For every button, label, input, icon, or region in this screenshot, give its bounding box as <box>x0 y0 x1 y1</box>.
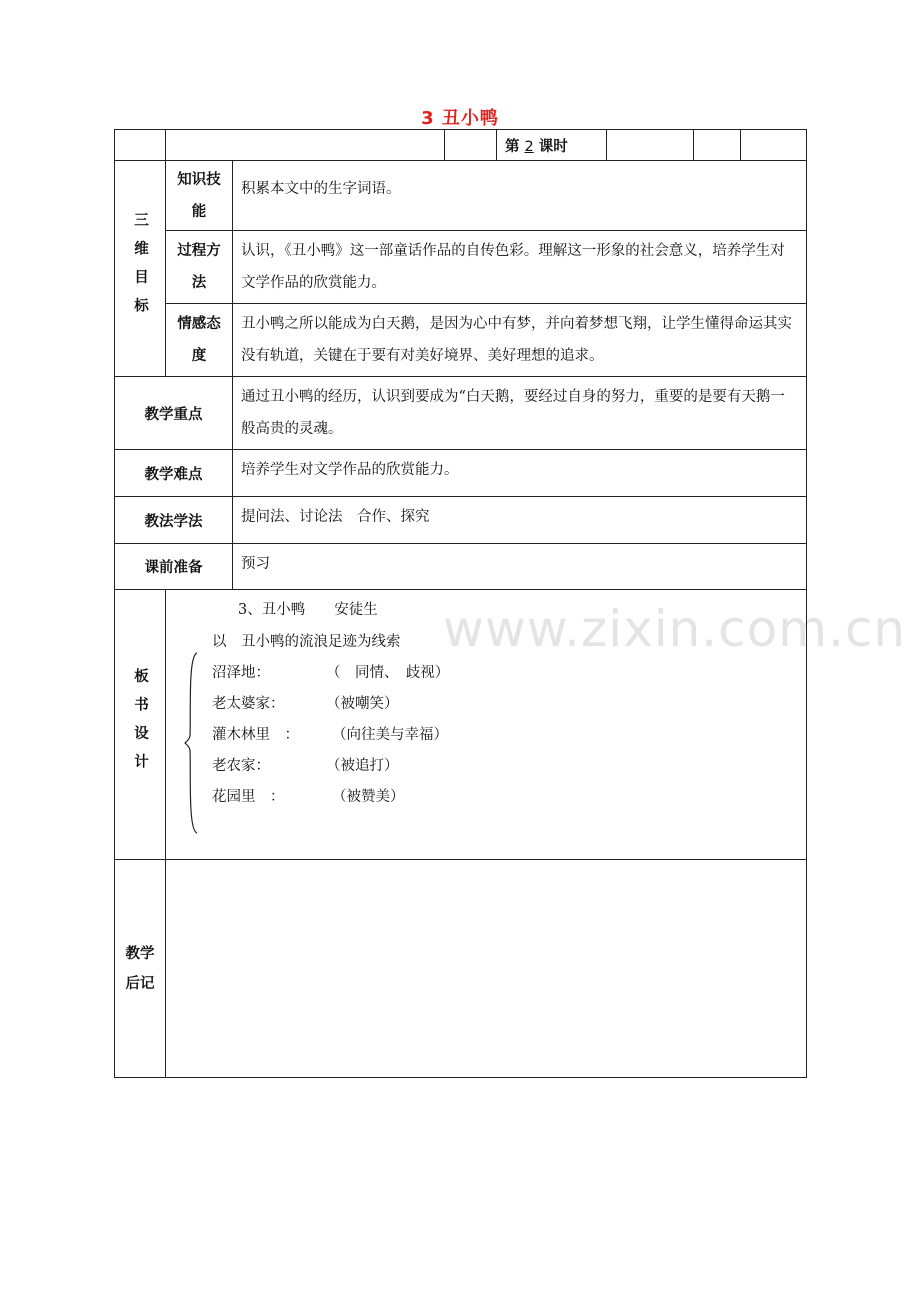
key-points-row <box>115 377 807 450</box>
board-stop-4-place: 老农家： <box>212 758 270 774</box>
objective-row-knowledge <box>115 161 807 231</box>
header-blank-5 <box>694 130 741 161</box>
objectives-label-cell <box>115 161 166 377</box>
postscript-label-cell <box>115 860 166 1078</box>
lesson-number: 2 <box>524 138 534 155</box>
board-stop-3-note: （向往美与幸福） <box>332 727 448 743</box>
preparation-label: 课前准备 <box>115 544 233 590</box>
postscript-text <box>166 965 806 973</box>
preparation-cell <box>233 544 807 590</box>
methods-cell <box>233 497 807 544</box>
board-cell <box>166 590 807 860</box>
header-blank-3 <box>445 130 497 161</box>
header-blank-1 <box>115 130 166 161</box>
lesson-plan-table <box>114 129 807 1078</box>
lesson-suffix: 课时 <box>538 138 568 155</box>
board-stop-1-note: （ 同情、 歧视） <box>326 665 450 681</box>
board-stop-5-note: （被赞美） <box>332 789 405 805</box>
board-row <box>115 590 807 860</box>
methods-row <box>115 497 807 544</box>
board-content <box>166 590 806 858</box>
preparation-row <box>115 544 807 590</box>
watermark: www.zixin.com.cn <box>443 600 907 658</box>
preparation-text: 预习 <box>241 556 270 572</box>
objective-attitude-text: 丑小鸭之所以能成为白天鹅，是因为心中有梦，并向着梦想飞翔，让学生懂得命运其实没有轨道，关键在于要有对美好境界、美好理想的追求。 <box>241 316 792 364</box>
difficulties-text: 培养学生对文学作品的欣赏能力。 <box>241 462 459 478</box>
key-points-label: 教学重点 <box>115 377 233 450</box>
objective-attitude-cell <box>233 304 807 377</box>
objective-process-cell <box>233 231 807 304</box>
methods-text: 提问法、讨论法 合作、探究 <box>241 509 430 525</box>
board-stop-2-note: （被嘲笑） <box>326 696 399 712</box>
difficulties-label: 教学难点 <box>115 450 233 497</box>
board-stop-1-place: 沼泽地： <box>212 665 270 681</box>
objective-row-attitude <box>115 304 807 377</box>
methods-label: 教法学法 <box>115 497 233 544</box>
board-stop-5-place: 花园里 ： <box>212 789 285 805</box>
postscript-label: 教学后记 <box>125 945 155 992</box>
difficulties-cell <box>233 450 807 497</box>
board-stop-2-place: 老太婆家： <box>212 696 285 712</box>
lesson-number-cell <box>497 130 607 161</box>
brace-icon <box>184 652 198 834</box>
objective-row-process <box>115 231 807 304</box>
objective-knowledge-cell <box>233 161 807 231</box>
postscript-row <box>115 860 807 1078</box>
header-blank-4 <box>607 130 694 161</box>
header-blank-2 <box>166 130 445 161</box>
board-stop-4-note: （被追打） <box>326 758 399 774</box>
key-points-text: 通过丑小鸭的经历，认识到要成为“白天鹅，要经过自身的努力，重要的是要有天鹅一般高贵的灵魂。 <box>241 389 785 437</box>
objective-process-text: 认识，《丑小鸭》这一部童话作品的自传色彩。理解这一形象的社会意义，培养学生对文学作品的欣赏能力。 <box>241 243 785 291</box>
header-row <box>115 130 807 161</box>
board-label: 板书设计 <box>132 667 148 782</box>
objectives-label: 三维目标 <box>132 211 148 326</box>
board-thread: 以 丑小鸭的流浪足迹为线索 <box>212 634 401 650</box>
key-points-cell <box>233 377 807 450</box>
objective-process-label: 过程方法 <box>166 231 233 304</box>
objective-knowledge-text: 积累本文中的生字词语。 <box>241 181 401 197</box>
objective-knowledge-label: 知识技能 <box>166 161 233 231</box>
board-stop-3-place: 灌木林里 ： <box>212 727 299 743</box>
board-label-cell <box>115 590 166 860</box>
difficulties-row <box>115 450 807 497</box>
page-title: 3 丑小鸭 <box>421 108 499 129</box>
header-blank-6 <box>741 130 807 161</box>
objective-attitude-label: 情感态度 <box>166 304 233 377</box>
postscript-cell <box>166 860 807 1078</box>
board-heading: 3、丑小鸭 安徒生 <box>238 602 378 618</box>
lesson-prefix: 第 <box>505 138 520 155</box>
